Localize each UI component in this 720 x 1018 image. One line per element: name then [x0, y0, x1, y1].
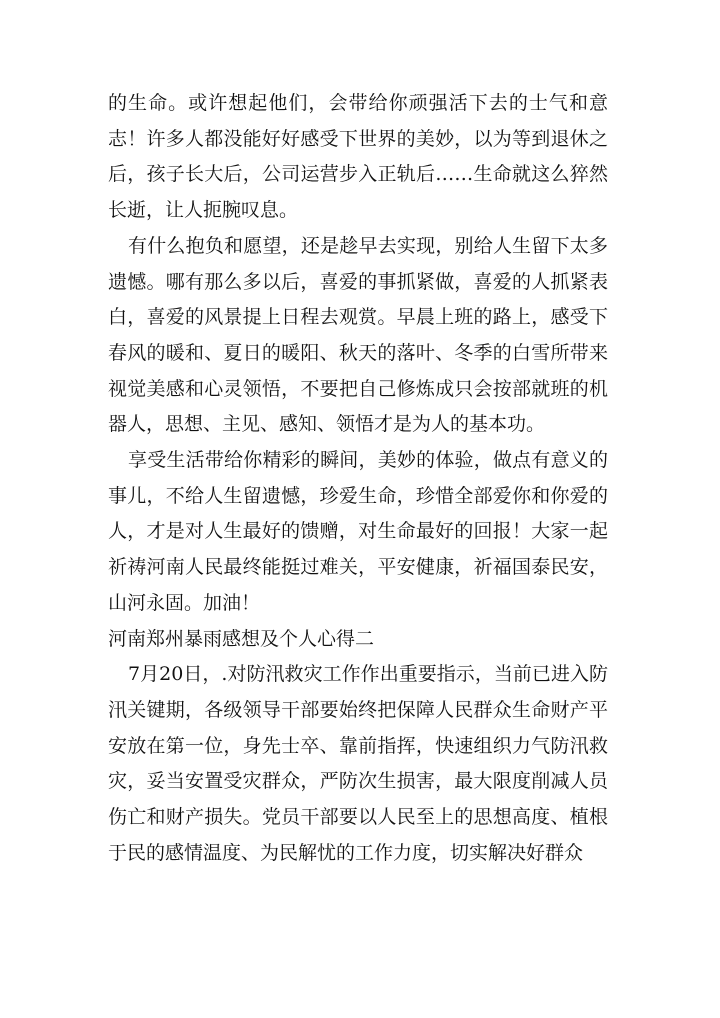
paragraph-4: 7月20日，.对防汛救灾工作作出重要指示，当前已进入防汛关键期，各级领导干部要始终把保障人民群众生命财产平安放在第一位，身先士卒、靠前指挥，快速组织力气防汛救灾，妥当安置受灾群众，严防次生损害，最大限度削减人员伤亡和财产损失。党员干部要以人民至上的思想高度、植根于民的感情温度、为民解忧的工作力度，切实解决好群众 [108, 663, 608, 864]
document-body [108, 86, 608, 871]
paragraph-2: 有什么抱负和愿望，还是趁早去实现，别给人生留下太多遗憾。哪有那么多以后，喜爱的事抓紧做，喜爱的人抓紧表白，喜爱的风景提上日程去观赏。早晨上班的路上，感受下春风的暖和、夏日的暖阳、秋天的落叶、冬季的白雪所带来视觉美感和心灵领悟，不要把自己修炼成只会按部就班的机器人，思想、主见、感知、领悟才是为人的基本功。 [108, 234, 608, 436]
section-title: 河南郑州暴雨感想及个人心得二 [108, 627, 375, 650]
paragraph-3: 享受生活带给你精彩的瞬间，美妙的体验，做点有意义的事儿，不给人生留遗憾，珍爱生命，珍惜全部爱你和你爱的人，才是对人生最好的馈赠，对生命最好的回报！大家一起祈祷河南人民最终能挺过难关，平安健康，祈福国泰民安，山河永固。加油！ [108, 449, 608, 614]
paragraph-1: 的生命。或许想起他们，会带给你顽强活下去的士气和意志！许多人都没能好好感受下世界的美妙，以为等到退休之后，孩子长大后，公司运营步入正轨后……生命就这么猝然长逝，让人扼腕叹息。 [108, 92, 608, 222]
